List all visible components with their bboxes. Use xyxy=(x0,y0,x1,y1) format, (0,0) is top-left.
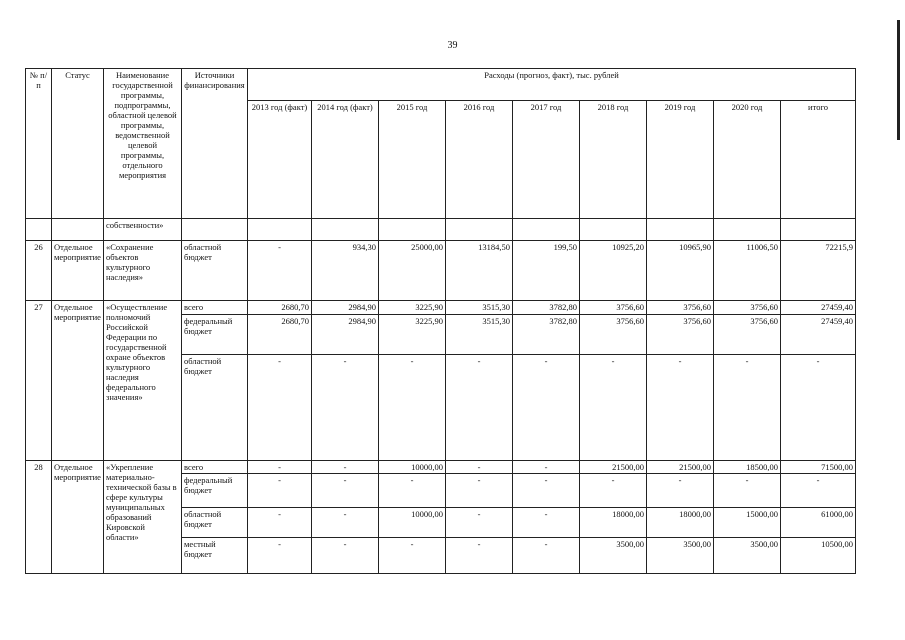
cell-value: - xyxy=(248,508,312,538)
cell-value: - xyxy=(580,355,647,461)
cell-value: - xyxy=(312,538,379,574)
cell-source: всего xyxy=(182,301,248,315)
cell-value: - xyxy=(248,241,312,301)
cell-status: Отдельное мероприятие xyxy=(52,301,104,461)
cell-source: местный бюджет xyxy=(182,538,248,574)
header-year: 2014 год (факт) xyxy=(312,101,379,219)
cell-value: 2984,90 xyxy=(312,315,379,355)
cell-value: 3225,90 xyxy=(379,301,446,315)
cell-value: 3515,30 xyxy=(446,301,513,315)
cell-value: - xyxy=(446,355,513,461)
cell-source: областной бюджет xyxy=(182,355,248,461)
cell-value: 10500,00 xyxy=(781,538,856,574)
cell-value: 3515,30 xyxy=(446,315,513,355)
cell-value: - xyxy=(714,355,781,461)
cell-value: 10000,00 xyxy=(379,461,446,474)
cell-value: 18000,00 xyxy=(580,508,647,538)
header-year: 2013 год (факт) xyxy=(248,101,312,219)
cell-value: 10000,00 xyxy=(379,508,446,538)
cell-num xyxy=(26,219,52,241)
table-row xyxy=(26,241,856,301)
header-source: Источники финансирования xyxy=(182,69,248,219)
cell-value: 72215,9 xyxy=(781,241,856,301)
cell-value: 3782,80 xyxy=(513,315,580,355)
cell-value: 25000,00 xyxy=(379,241,446,301)
cell-value: - xyxy=(513,508,580,538)
cell-value: - xyxy=(312,355,379,461)
header-year: 2015 год xyxy=(379,101,446,219)
cell-value: 3500,00 xyxy=(580,538,647,574)
cell-source: федеральный бюджет xyxy=(182,474,248,508)
cell-value: - xyxy=(248,474,312,508)
cell-source: областной бюджет xyxy=(182,241,248,301)
cell-value: - xyxy=(714,474,781,508)
header-year: 2017 год xyxy=(513,101,580,219)
cell-num: 27 xyxy=(26,301,52,461)
header-year: 2018 год xyxy=(580,101,647,219)
cell-value: 13184,50 xyxy=(446,241,513,301)
header-year: 2020 год xyxy=(714,101,781,219)
cell-empty xyxy=(182,219,248,241)
cell-value: 10925,20 xyxy=(580,241,647,301)
cell-value: 10965,90 xyxy=(647,241,714,301)
cell-value: 3756,60 xyxy=(580,301,647,315)
cell-value: 18500,00 xyxy=(714,461,781,474)
table-row xyxy=(26,461,856,474)
cell-value: 61000,00 xyxy=(781,508,856,538)
cell-source: областной бюджет xyxy=(182,508,248,538)
header-year: 2019 год xyxy=(647,101,714,219)
scan-edge-mark xyxy=(897,20,900,140)
cell-value: 2680,70 xyxy=(248,301,312,315)
cell-value: - xyxy=(446,474,513,508)
cell-value: 27459,40 xyxy=(781,315,856,355)
cell-value: - xyxy=(379,355,446,461)
cell-value: 2984,90 xyxy=(312,301,379,315)
cell-num: 26 xyxy=(26,241,52,301)
cell-value: 21500,00 xyxy=(580,461,647,474)
cell-value: - xyxy=(248,461,312,474)
cell-value: - xyxy=(446,461,513,474)
cell-value: - xyxy=(647,355,714,461)
cell-value: 3500,00 xyxy=(714,538,781,574)
header-year: 2016 год xyxy=(446,101,513,219)
cell-empty xyxy=(446,219,513,241)
cell-value: 15000,00 xyxy=(714,508,781,538)
page-number: 39 xyxy=(447,40,458,51)
cell-value: - xyxy=(312,474,379,508)
cell-empty xyxy=(248,219,312,241)
cell-value: - xyxy=(647,474,714,508)
cell-value: 11006,50 xyxy=(714,241,781,301)
cell-status xyxy=(52,219,104,241)
cell-value: - xyxy=(513,538,580,574)
cell-name: «Укрепление материально-технической базы в сфере культуры муниципальных образований Кировской области» xyxy=(104,461,182,574)
cell-name: «Сохранение объектов культурного наследия» xyxy=(104,241,182,301)
cell-value: 3782,80 xyxy=(513,301,580,315)
cell-value: 199,50 xyxy=(513,241,580,301)
cell-empty xyxy=(513,219,580,241)
header-name: Наименование государственной программы, подпрограммы, областной целевой программы, ведомственной целевой программы, отдельного мероприятия xyxy=(104,69,182,219)
table-row xyxy=(26,301,856,315)
cell-value: - xyxy=(312,461,379,474)
cell-value: 3756,60 xyxy=(647,315,714,355)
cell-status: Отдельное мероприятие xyxy=(52,461,104,574)
cell-source: федеральный бюджет xyxy=(182,315,248,355)
cell-value: - xyxy=(248,355,312,461)
cell-num: 28 xyxy=(26,461,52,574)
cell-value: - xyxy=(513,474,580,508)
cell-value: 27459,40 xyxy=(781,301,856,315)
cell-name-continuation: собственности» xyxy=(104,219,182,241)
cell-status: Отдельное мероприятие xyxy=(52,241,104,301)
cell-empty xyxy=(647,219,714,241)
cell-empty xyxy=(714,219,781,241)
cell-value: - xyxy=(312,508,379,538)
cell-value: 3225,90 xyxy=(379,315,446,355)
cell-value: 934,30 xyxy=(312,241,379,301)
cell-value: - xyxy=(446,538,513,574)
header-expenses-title: Расходы (прогноз, факт), тыс. рублей xyxy=(248,69,856,101)
cell-value: - xyxy=(446,508,513,538)
cell-empty xyxy=(580,219,647,241)
cell-value: - xyxy=(379,538,446,574)
cell-value: - xyxy=(580,474,647,508)
cell-value: 3756,60 xyxy=(647,301,714,315)
cell-value: - xyxy=(248,538,312,574)
cell-value: - xyxy=(513,355,580,461)
header-status: Статус xyxy=(52,69,104,219)
cell-value: 3756,60 xyxy=(714,315,781,355)
cell-value: 71500,00 xyxy=(781,461,856,474)
expenses-table xyxy=(25,68,856,574)
cell-value: 3756,60 xyxy=(580,315,647,355)
header-year: итого xyxy=(781,101,856,219)
cell-value: - xyxy=(781,474,856,508)
cell-value: 3500,00 xyxy=(647,538,714,574)
cell-value: - xyxy=(379,474,446,508)
cell-empty xyxy=(312,219,379,241)
cell-value: 21500,00 xyxy=(647,461,714,474)
cell-value: 2680,70 xyxy=(248,315,312,355)
cell-value: - xyxy=(513,461,580,474)
cell-empty xyxy=(781,219,856,241)
cell-empty xyxy=(379,219,446,241)
cell-value: 3756,60 xyxy=(714,301,781,315)
header-num: № п/п xyxy=(26,69,52,219)
cell-name: «Осуществление полномочий Российской Федерации по государственной охране объектов культурного наследия федерального значения» xyxy=(104,301,182,461)
cell-value: - xyxy=(781,355,856,461)
cell-value: 18000,00 xyxy=(647,508,714,538)
cell-source: всего xyxy=(182,461,248,474)
